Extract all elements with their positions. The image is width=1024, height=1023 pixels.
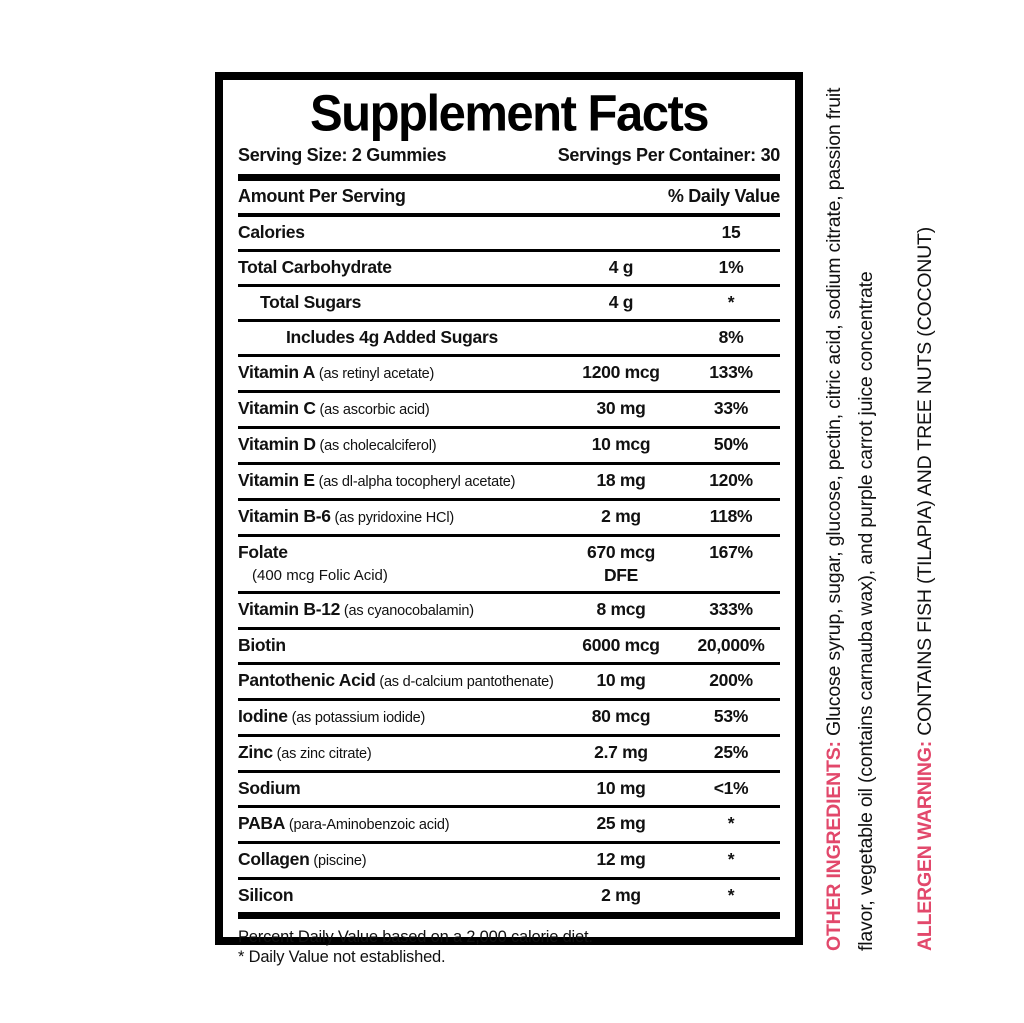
ingredient-form-detail: (as ascorbic acid) xyxy=(315,402,430,418)
other-ingredients-label: OTHER INGREDIENTS: xyxy=(823,741,845,951)
table-row xyxy=(238,630,780,665)
ingredient-name-cell xyxy=(238,777,560,801)
ingredient-name-subline: (400 mcg Folic Acid) xyxy=(252,567,388,584)
ingredient-name: Biotin xyxy=(238,635,286,655)
ingredient-name-cell xyxy=(238,291,560,315)
ingredient-daily-value: 120% xyxy=(709,470,753,490)
table-row xyxy=(238,287,780,322)
ingredient-amount-subline: DFE xyxy=(603,565,639,585)
ingredient-daily-value: * xyxy=(727,292,735,312)
ingredient-daily-value: * xyxy=(727,813,735,833)
ingredient-form-detail: (as retinyl acetate) xyxy=(315,366,435,382)
ingredient-daily-value: 200% xyxy=(709,670,753,690)
ingredient-name: Vitamin B-12 xyxy=(238,599,341,619)
other-ingredients-text: Glucose syrup, sugar, glucose, pectin, citric acid, sodium citrate, passion fruit flavor, vegetable oil (contains carnauba wax), and purple carrot juice concentrate xyxy=(823,87,877,951)
ingredient-name: Zinc xyxy=(238,742,273,762)
table-row xyxy=(238,217,780,252)
ingredient-daily-value: 333% xyxy=(709,599,753,619)
ingredient-name-cell xyxy=(238,741,560,766)
allergen-warning-text: CONTAINS FISH (TILAPIA) AND TREE NUTS (COCONUT) xyxy=(914,226,936,736)
ingredient-name: Iodine xyxy=(238,706,288,726)
side-text-inner xyxy=(818,56,940,951)
ingredient-name: Calories xyxy=(238,222,305,242)
ingredient-amount: 10 mg xyxy=(596,670,646,690)
ingredient-amount: 4 g xyxy=(608,257,634,277)
table-row xyxy=(238,501,780,537)
ingredient-daily-value: 53% xyxy=(713,706,749,726)
rotated-side-text xyxy=(818,56,940,951)
ingredient-daily-value: 133% xyxy=(709,362,753,382)
amount-per-serving-header: Amount Per Serving xyxy=(238,186,406,206)
ingredient-name: Includes 4g Added Sugars xyxy=(286,327,498,347)
ingredient-daily-value: 25% xyxy=(713,742,749,762)
ingredient-name: PABA xyxy=(238,813,286,833)
ingredient-name: Collagen xyxy=(238,849,310,869)
ingredient-name: Folate xyxy=(238,542,288,562)
ingredient-daily-value: 20,000% xyxy=(697,635,765,655)
table-row xyxy=(238,429,780,465)
ingredient-daily-value: 8% xyxy=(718,327,744,347)
ingredient-form-detail: (as cholecalciferol) xyxy=(315,438,437,454)
ingredient-form-detail: (as potassium iodide) xyxy=(287,710,426,726)
ingredient-name: Sodium xyxy=(238,778,301,798)
ingredient-amount: 4 g xyxy=(608,292,634,312)
table-row xyxy=(238,322,780,357)
ingredient-daily-value: * xyxy=(727,885,735,905)
ingredient-name: Vitamin C xyxy=(238,398,316,418)
ingredient-amount: 670 mcg DFE xyxy=(560,541,682,586)
ingredient-name: Silicon xyxy=(238,885,294,905)
ingredient-form-detail: (as dl-alpha tocopheryl acetate) xyxy=(314,474,516,490)
ingredient-name-cell xyxy=(238,541,560,587)
ingredient-name-cell xyxy=(238,326,560,350)
footnotes xyxy=(238,919,780,967)
ingredient-name-cell xyxy=(238,505,560,530)
ingredient-name: Pantothenic Acid xyxy=(238,670,376,690)
ingredient-name-cell xyxy=(238,433,560,458)
ingredient-name-cell xyxy=(238,397,560,422)
other-ingredients-paragraph xyxy=(818,56,882,951)
ingredient-form-detail: (as d-calcium pantothenate) xyxy=(375,674,554,690)
ingredient-amount: 30 mg xyxy=(596,398,646,418)
table-row xyxy=(238,701,780,737)
table-row xyxy=(238,844,780,880)
table-row xyxy=(238,737,780,773)
ingredient-amount: 12 mg xyxy=(596,849,646,869)
ingredient-name-cell xyxy=(238,705,560,730)
serving-info-row xyxy=(238,145,780,174)
footnote-not-established: * Daily Value not established. xyxy=(238,948,446,966)
ingredient-amount: 6000 mcg xyxy=(582,635,660,655)
table-row xyxy=(238,665,780,701)
ingredient-daily-value: 50% xyxy=(713,434,749,454)
daily-value-header: % Daily Value xyxy=(667,186,780,206)
allergen-warning-paragraph xyxy=(910,56,940,951)
footnote-daily-value: Percent Daily Value based on a 2,000 calorie diet. xyxy=(238,928,593,946)
ingredient-name: Vitamin A xyxy=(238,362,316,382)
ingredient-name-cell xyxy=(238,256,560,280)
table-row xyxy=(238,537,780,594)
panel-title: Supplement Facts xyxy=(309,85,709,143)
ingredient-daily-value: 118% xyxy=(709,506,753,526)
ingredient-amount: 18 mg xyxy=(596,470,646,490)
ingredient-name-cell xyxy=(238,848,560,873)
ingredient-form-detail: (as pyridoxine HCl) xyxy=(330,510,454,526)
ingredient-amount: 1200 mcg xyxy=(582,362,660,382)
ingredient-daily-value: 33% xyxy=(713,398,749,418)
ingredient-name: Vitamin B-6 xyxy=(238,506,331,526)
table-row xyxy=(238,880,780,912)
ingredient-name-cell xyxy=(238,669,560,694)
ingredient-amount: 10 mcg xyxy=(591,434,651,454)
ingredient-name-cell xyxy=(238,598,560,623)
allergen-warning-label: ALLERGEN WARNING: xyxy=(914,740,936,951)
serving-size: Serving Size: 2 Gummies xyxy=(238,145,447,165)
thick-divider-bottom xyxy=(238,912,780,919)
ingredient-name-cell xyxy=(238,469,560,494)
ingredient-form-detail: (as cyanocobalamin) xyxy=(340,603,474,619)
table-row xyxy=(238,808,780,844)
supplement-facts-panel xyxy=(215,72,803,966)
facts-rows xyxy=(238,217,780,912)
ingredient-amount: 25 mg xyxy=(596,813,646,833)
ingredient-amount: 2 mg xyxy=(601,506,641,526)
ingredient-name-cell xyxy=(238,361,560,386)
ingredient-name: Total Sugars xyxy=(260,292,362,312)
servings-per-container: Servings Per Container: 30 xyxy=(557,145,780,165)
ingredient-form-detail: (as zinc citrate) xyxy=(272,746,372,762)
ingredient-form-detail: (piscine) xyxy=(309,853,367,869)
table-row xyxy=(238,773,780,808)
ingredient-name-cell xyxy=(238,812,560,837)
ingredient-name-cell xyxy=(238,221,560,245)
ingredient-amount: 2.7 mg xyxy=(594,742,648,762)
table-header-row xyxy=(238,181,780,213)
ingredient-amount: 2 mg xyxy=(601,885,641,905)
table-row xyxy=(238,393,780,429)
table-row xyxy=(238,594,780,630)
table-row xyxy=(238,465,780,501)
table-row xyxy=(238,252,780,287)
ingredient-daily-value: * xyxy=(727,849,735,869)
thick-divider-top xyxy=(238,174,780,181)
ingredient-name: Vitamin D xyxy=(238,434,316,454)
ingredient-daily-value: 15 xyxy=(721,222,741,242)
ingredient-amount: 80 mcg xyxy=(591,706,651,726)
ingredient-amount: 10 mg xyxy=(596,778,646,798)
ingredient-daily-value: 167% xyxy=(709,542,753,562)
ingredient-name: Total Carbohydrate xyxy=(238,257,392,277)
ingredient-name-cell xyxy=(238,884,560,908)
ingredient-daily-value: <1% xyxy=(713,778,749,798)
table-row xyxy=(238,357,780,393)
ingredient-daily-value: 1% xyxy=(718,257,744,277)
ingredient-name: Vitamin E xyxy=(238,470,315,490)
ingredient-form-detail: (para-Aminobenzoic acid) xyxy=(285,817,450,833)
ingredient-amount: 8 mcg xyxy=(596,599,646,619)
ingredient-name-cell xyxy=(238,634,560,658)
